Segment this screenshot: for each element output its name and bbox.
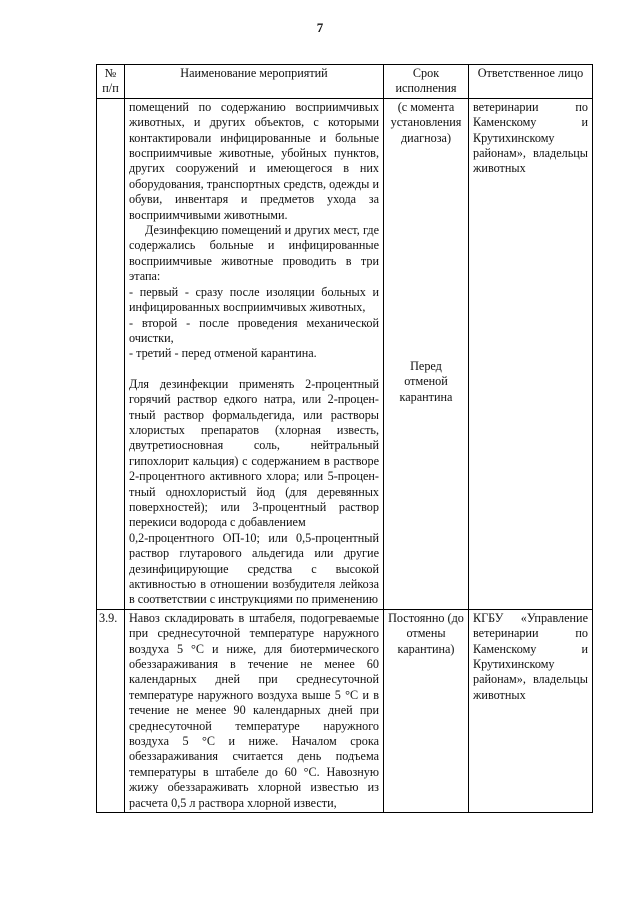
stage-third: - третий - перед отменой карантина. <box>129 346 317 361</box>
header-responsible: Ответственное лицо <box>469 65 593 99</box>
header-measure-name: Наименование мероприятий <box>125 65 384 99</box>
disinfection-stages-intro: Дезинфекцию помещений и других мест, где содержались больные и инфицированные восприимчивые животные проводить в три этапа: <box>129 223 379 284</box>
disinfectants-text-continued: 0,2-процентного ОП-10; или 0,5-процентный раствор глутарового альдегида или другие дезинфицирующие средства с высокой активностью в отношении возбудителя лейкоза в соответствии с инструкциями по применению <box>129 530 379 607</box>
stage-second: - второй - после проведения механической очистки, <box>129 315 379 345</box>
header-term: Срок исполнения <box>384 65 469 99</box>
term-cell <box>384 98 469 609</box>
responsible-cell: ветеринарии по Каменскому и Крутихинскому районам», владельцы животных <box>469 98 593 609</box>
row-number <box>97 98 125 609</box>
term-before-quarantine-end: Перед отменой карантина <box>399 359 453 404</box>
term-cell: Постоянно (до отмены карантина) <box>384 609 469 812</box>
manure-storage-text: Навоз складировать в штабеля, подогреваемые при среднесуточной температуре наружного воздуха 5 °С и ниже, для биотермического обеззараживания в течение не менее 60 календарных дней при среднесуточной температуре наружного воздуха выше 5 °С и в течение не менее 90 календарных дней при среднесуточной температуре наружного воздуха 5 °С и ниже. Началом срока обеззараживания считается день подъема температуры в штабеле до 60 °С. Навозную жижу обеззараживать хлорной известью из расчета 0,5 л раствора хлорной извести, <box>129 610 379 810</box>
table-row <box>97 609 593 812</box>
page-number: 7 <box>316 20 324 35</box>
row-number: 3.9. <box>97 609 125 812</box>
measure-description <box>125 98 384 609</box>
table-header-row <box>97 65 593 99</box>
disinfection-objects-text: помещений по содержанию восприимчивых животных, и других объектов, с которыми контактировали инфицированные и больные восприимчивые животные, убойных пунктов, других сооружений и имеющегося в них оборудования, транспортных средств, одежды и обуви, инвентаря и предметов ухода за восприимчивыми животными. <box>129 99 379 222</box>
measures-table <box>96 64 593 813</box>
responsible-cell: КГБУ «Управление ветеринарии по Каменскому и Крутихинскому районам», владельцы животных <box>469 609 593 812</box>
stage-first: - первый - сразу после изоляции больных и инфицированных восприимчивых животных, <box>129 284 379 315</box>
term-from-diagnosis: (с момента установления диагноза) <box>390 99 462 145</box>
measure-description <box>125 609 384 812</box>
header-number: № п/п <box>97 65 125 99</box>
table-row <box>97 98 593 609</box>
disinfectants-text: Для дезинфекции применять 2-процентный горячий раствор едкого натра, или 2-процен-тный раствор формальдегида, или растворы хлористых препаратов (хлорная известь, двутретиосновная соль, нейтральный гипохлорит кальция) с содержанием в растворе 2-процентного активного хлора; или 5-процен-тный однохлористый йод (для деревянных поверхностей); или 3-процентный раствор перекиси водорода с добавлением <box>129 376 379 530</box>
